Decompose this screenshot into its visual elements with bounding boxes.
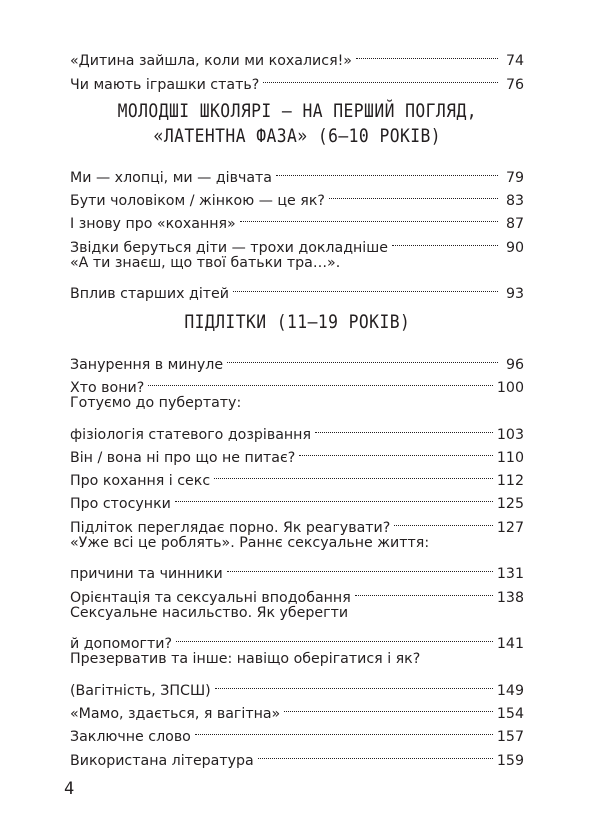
toc-entry-page: 159: [496, 752, 524, 769]
toc-entry-page: 76: [505, 76, 524, 93]
toc-entry-title: «Дитина зайшла, коли ми кохалися!»: [70, 53, 352, 70]
toc-entry-page: 74: [505, 53, 524, 70]
dot-leader: [148, 369, 493, 392]
toc-entry[interactable]: [70, 159, 524, 186]
toc-entry-page: 93: [505, 286, 524, 303]
toc-entry-title: Бути чоловіком / жінкою — це як?: [70, 193, 325, 210]
toc-entry-first-line[interactable]: [70, 392, 524, 415]
toc-entry[interactable]: [70, 415, 524, 443]
dot-leader: [227, 555, 493, 578]
toc-entry-title: Він / вона ні про що не питає?: [70, 449, 296, 466]
toc-entry-first-line[interactable]: [70, 648, 524, 671]
dot-leader: [276, 159, 498, 182]
dot-leader: [394, 508, 493, 531]
toc-entry-page: 127: [496, 519, 524, 536]
section-heading-teens: [70, 310, 524, 335]
toc-entry[interactable]: [70, 42, 524, 70]
toc-entry-title: й допомогти?: [70, 636, 173, 653]
toc-entry-title: «Мамо, здається, я вагітна»: [70, 706, 281, 723]
section-heading-line: МОЛОДШІ ШКОЛЯРІ — НА ПЕРШИЙ ПОГЛЯД,: [117, 99, 477, 122]
toc-entry-title: Використана література: [70, 752, 254, 769]
dot-leader: [329, 182, 498, 205]
toc-entry-page: 125: [496, 496, 524, 513]
dot-leader: [227, 345, 498, 368]
dot-leader: [299, 439, 493, 462]
toc-entry-title: Заключне слово: [70, 729, 191, 746]
toc-entry-page: 103: [496, 426, 524, 443]
toc-entry-page: 83: [505, 193, 524, 210]
toc-entry-page: 100: [496, 379, 524, 396]
dot-leader: [215, 672, 493, 695]
toc-entry[interactable]: [70, 345, 524, 373]
dot-leader: [175, 485, 493, 508]
toc-entry-title-line1: Сексуальне насильство. Як уберегти: [70, 604, 349, 621]
dot-leader: [284, 695, 493, 718]
toc-entry-page: 141: [496, 636, 524, 653]
toc-entry-title: Орієнтація та сексуальні вподобання: [70, 589, 351, 606]
toc-entry-title-line1: «Уже всі це роблять». Раннє сексуальне життя:: [70, 534, 430, 551]
toc-entry-page: 79: [505, 169, 524, 186]
toc-entry-title: Чи мають іграшки стать?: [70, 76, 260, 93]
dot-leader: [355, 578, 493, 601]
toc-entry[interactable]: [70, 275, 524, 303]
toc-entry[interactable]: [70, 625, 524, 653]
toc-entry-title-line1: Презерватив та інше: навіщо оберігатися і як?: [70, 651, 421, 668]
page-number: 4: [64, 779, 75, 799]
dot-leader: [392, 228, 498, 251]
toc-entry-title: Хто вони?: [70, 379, 145, 396]
toc-entry-title: Ми — хлопці, ми — дівчата: [70, 169, 272, 186]
toc-entry[interactable]: [70, 672, 524, 699]
section-heading-school: [70, 99, 524, 149]
toc-entry-title: фізіологія статевого дозрівання: [70, 426, 311, 443]
dot-leader: [233, 275, 498, 298]
toc-entry-first-line[interactable]: [70, 532, 524, 555]
toc-entry-title: (Вагітність, ЗПСШ): [70, 682, 211, 699]
toc-entry-title: Вплив старших дітей: [70, 286, 230, 303]
toc-entry-page: 96: [505, 356, 524, 373]
toc-entry-page: 110: [496, 449, 524, 466]
dot-leader: [195, 718, 493, 741]
toc-entry-page: 138: [496, 589, 524, 606]
toc-entry-title-line1: «А ти знаєш, що твої батьки тра…».: [70, 254, 341, 271]
dot-leader: [315, 415, 493, 438]
toc-entry-title: Про стосунки: [70, 496, 171, 513]
toc-entry-page: 149: [496, 682, 524, 699]
toc-entry-page: 112: [496, 473, 524, 490]
section-heading-line: «ЛАТЕНТНА ФАЗА» (6—10 РОКІВ): [153, 124, 441, 147]
table-of-contents: [70, 42, 524, 769]
toc-entry-title: Звідки беруться діти — трохи докладніше: [70, 239, 388, 256]
toc-entry-title: причини та чинники: [70, 566, 223, 583]
toc-entry-page: 157: [496, 729, 524, 746]
toc-entry-title-line1: Готуємо до пубертату:: [70, 394, 242, 411]
dot-leader: [240, 205, 498, 228]
toc-entry-title: Про кохання і секс: [70, 473, 211, 490]
toc-entry-title: І знову про «кохання»: [70, 216, 236, 233]
toc-entry-page: 131: [496, 566, 524, 583]
toc-entry-page: 90: [505, 239, 524, 256]
section-heading-line: ПІДЛІТКИ (11—19 РОКІВ): [184, 311, 410, 334]
toc-entry-page: 87: [505, 216, 524, 233]
dot-leader: [214, 462, 493, 485]
toc-entry-first-line[interactable]: [70, 252, 524, 275]
toc-entry-title: Занурення в минуле: [70, 356, 224, 373]
dot-leader: [258, 741, 493, 764]
dot-leader: [356, 42, 498, 65]
toc-entry[interactable]: [70, 555, 524, 583]
toc-entry-page: 154: [496, 706, 524, 723]
toc-entry-first-line[interactable]: [70, 602, 524, 625]
dot-leader: [176, 625, 493, 648]
dot-leader: [263, 65, 498, 88]
toc-entry-title: Підліток переглядає порно. Як реагувати?: [70, 519, 391, 536]
